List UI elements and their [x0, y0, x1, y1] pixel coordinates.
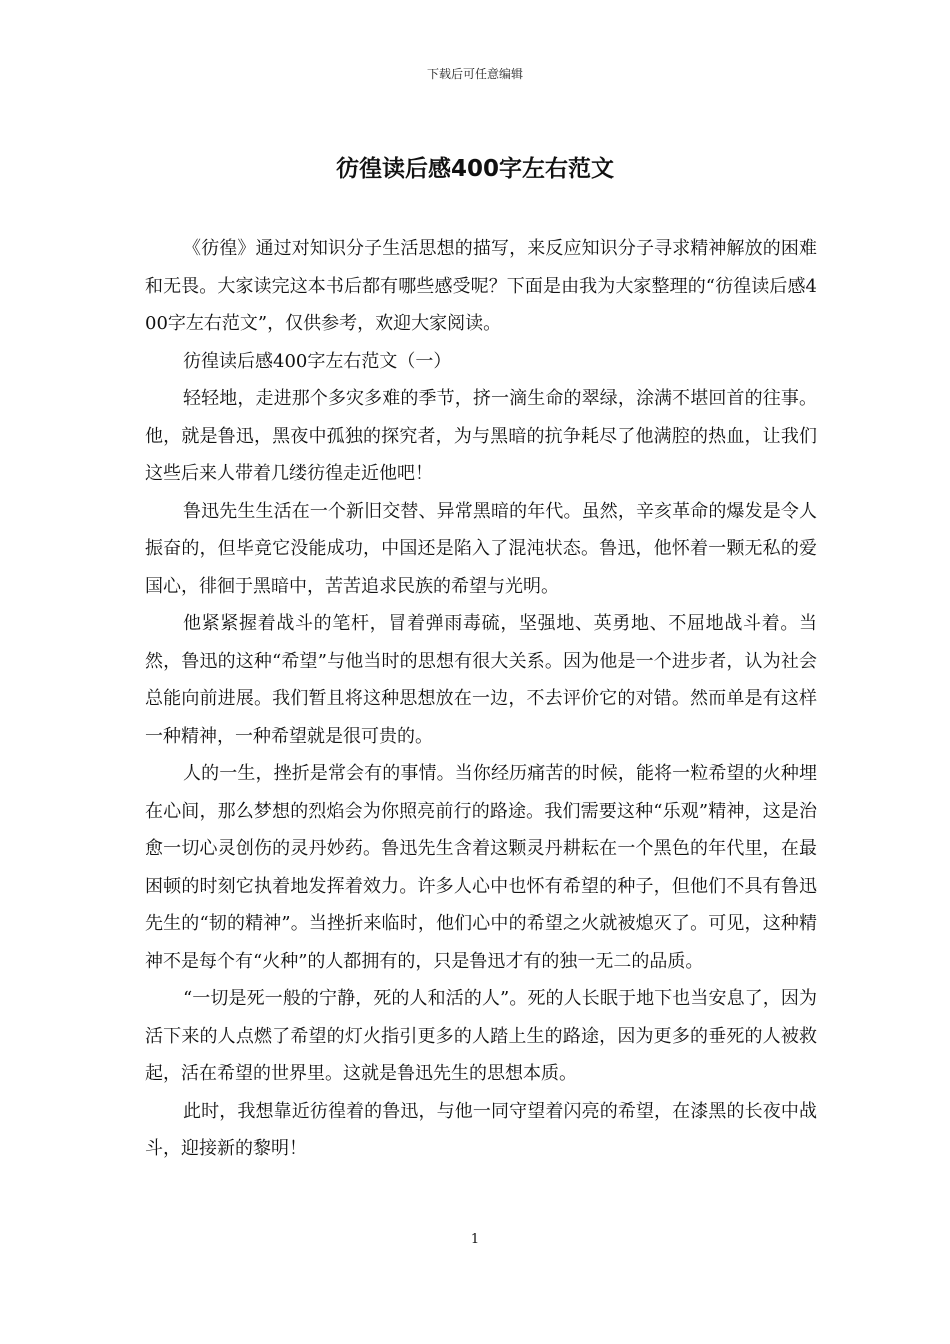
document-title: 彷徨读后感400字左右范文	[335, 156, 614, 182]
page-header: 下载后可任意编辑	[426, 67, 523, 81]
body-paragraph: “一切是死一般的宁静，死的人和活的人”。死的人长眠于地下也当安息了，因为活下来的人点燃了希望的灯火指引更多的人踏上生的路途，因为更多的垂死的人被救起，活在希望的世界里。这就是鲁迅先生的思想本质。	[145, 988, 817, 1084]
page-number: 1	[470, 1232, 480, 1247]
body-paragraph: 他紧紧握着战斗的笔杆，冒着弹雨毒硫，坚强地、英勇地、不屈地战斗着。当然，鲁迅的这种“希望”与他当时的思想有很大关系。因为他是一个进步者，认为社会总能向前进展。我们暂且将这种思想放在一边，不去评价它的对错。然而单是有这样一种精神，一种希望就是很可贵的。	[145, 613, 817, 747]
body-paragraph: 轻轻地，走进那个多灾多难的季节，挤一滴生命的翠绿，涂满不堪回首的往事。他，就是鲁迅，黑夜中孤独的探究者，为与黑暗的抗争耗尽了他满腔的热血，让我们这些后来人带着几缕彷徨走近他吧！	[145, 388, 817, 484]
body-paragraph: 鲁迅先生生活在一个新旧交替、异常黑暗的年代。虽然，辛亥革命的爆发是令人振奋的，但毕竟它没能成功，中国还是陷入了混沌状态。鲁迅，他怀着一颗无私的爱国心，徘徊于黑暗中，苦苦追求民族的希望与光明。	[145, 500, 817, 597]
intro-paragraph: 《彷徨》通过对知识分子生活思想的描写，来反应知识分子寻求精神解放的困难和无畏。大家读完这本书后都有哪些感受呢？下面是由我为大家整理的“彷徨读后感400字左右范文”，仅供参考，欢迎大家阅读。	[145, 238, 817, 334]
body-paragraph: 人的一生，挫折是常会有的事情。当你经历痛苦的时候，能将一粒希望的火种埋在心间，那么梦想的烈焰会为你照亮前行的路途。我们需要这种“乐观”精神，这是治愈一切心灵创伤的灵丹妙药。鲁迅先生含着这颗灵丹耕耘在一个黑色的年代里，在最困顿的时刻它执着地发挥着效力。许多人心中也怀有希望的种子，但他们不具有鲁迅先生的“韧的精神”。当挫折来临时，他们心中的希望之火就被熄灭了。可见，这种精神不是每个有“火种”的人都拥有的，只是鲁迅才有的独一无二的品质。	[145, 763, 817, 972]
body-paragraph: 此时，我想靠近彷徨着的鲁迅，与他一同守望着闪亮的希望，在漆黑的长夜中战斗，迎接新的黎明！	[145, 1100, 817, 1159]
section-heading: 彷徨读后感400字左右范文（一）	[183, 350, 452, 372]
document-body	[145, 230, 817, 1168]
